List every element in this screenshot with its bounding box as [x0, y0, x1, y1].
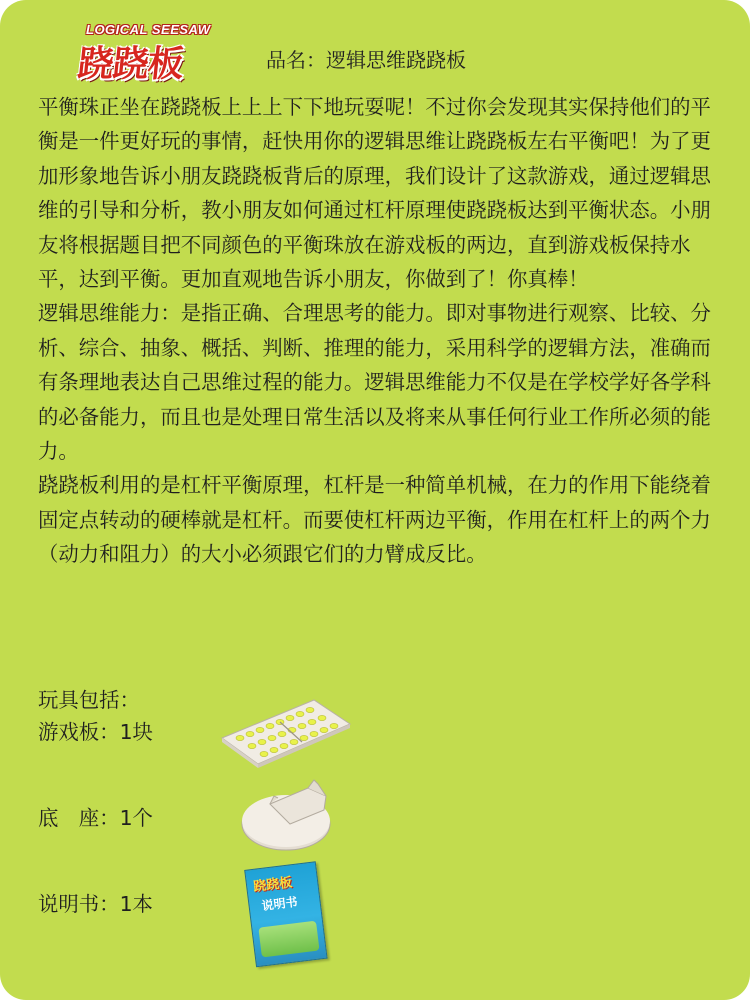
- item-label: 游戏板：: [38, 720, 120, 744]
- manual-cover: [244, 861, 327, 967]
- item-label: 说明书：: [38, 892, 120, 916]
- product-name: 品名：逻辑思维跷跷板: [266, 48, 466, 72]
- manual-image: [244, 861, 332, 970]
- lever-paragraph: 跷跷板利用的是杠杆平衡原理，杠杆是一种简单机械，在力的作用下能绕着固定点转动的硬棒就是杠杆。而要使杠杆两边平衡，作用在杠杆上的两个力（动力和阻力）的大小必须跟它们的力臂成反比。: [38, 473, 711, 567]
- manual-logo: 跷跷板: [252, 875, 294, 895]
- game-board-image: [218, 698, 352, 768]
- item-label: 底 座：: [38, 806, 120, 830]
- logic-paragraph: 逻辑思维能力：是指正确、合理思考的能力。即对事物进行观察、比较、分析、综合、抽象、概括、判断、推理的能力，采用科学的逻辑方法，准确而有条理地表达自己思维过程的能力。逻辑思维能力不仅是在学校学好各学科的必备能力，而且也是处理日常生活以及将来从事任何行业工作所必须的能力。: [38, 301, 711, 464]
- brand-logo: [75, 22, 221, 85]
- contents-item-base: [38, 802, 153, 831]
- base-image: [238, 774, 338, 852]
- logo-subtitle: LOGICAL SEESAW: [86, 22, 211, 37]
- contents-title: 玩具包括：: [38, 688, 140, 712]
- contents-item-manual: [38, 888, 153, 917]
- manual-title: 说明书: [260, 894, 299, 914]
- intro-paragraph: 平衡珠正坐在跷跷板上上上下下地玩耍呢！不过你会发现其实保持他们的平衡是一件更好玩的事情，赶快用你的逻辑思维让跷跷板左右平衡吧！为了更加形象地告诉小朋友跷跷板背后的原理，我们设计了这款游戏，通过逻辑思维的引导和分析，教小朋友如何通过杠杆原理使跷跷板达到平衡状态。小朋友将根据题目把不同颜色的平衡珠放在游戏板的两边，直到游戏板保持水平，达到平衡。更加直观地告诉小朋友，你做到了！你真棒！: [38, 95, 711, 292]
- item-qty: 1块: [119, 720, 153, 744]
- item-qty: 1个: [119, 806, 153, 830]
- contents-item-board: [38, 716, 153, 745]
- manual-illustration: [258, 921, 319, 958]
- logo-title: 跷跷板: [75, 44, 185, 85]
- description: [38, 90, 722, 572]
- item-qty: 1本: [119, 892, 153, 916]
